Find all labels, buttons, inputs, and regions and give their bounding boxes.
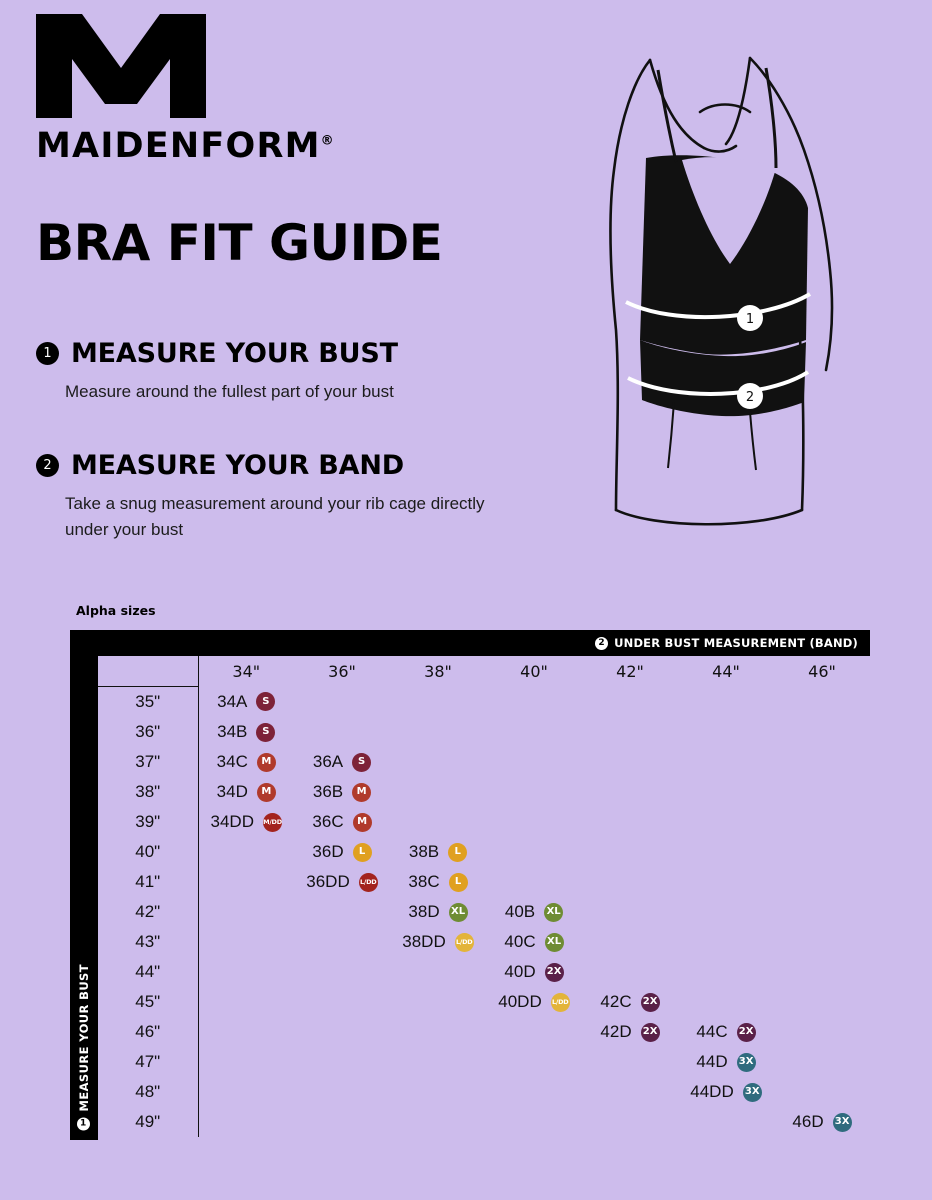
size-cell xyxy=(198,1107,294,1137)
size-cell xyxy=(294,1017,390,1047)
bra-size-label: 36B xyxy=(312,782,344,801)
bra-size-label: 34C xyxy=(216,752,248,771)
alpha-size-chip: 2X xyxy=(641,1023,660,1042)
size-cell xyxy=(486,1107,582,1137)
bust-measurement-cell: 37" xyxy=(98,747,198,777)
registered-mark: ® xyxy=(320,133,335,149)
size-cell xyxy=(390,717,486,747)
size-cell xyxy=(582,897,678,927)
alpha-size-chip: L xyxy=(449,873,468,892)
size-cell xyxy=(678,927,774,957)
size-cell xyxy=(678,837,774,867)
alpha-size-chip: 3X xyxy=(833,1113,852,1132)
bra-size-label: 42C xyxy=(600,992,632,1011)
brand-wordmark-text: MAIDENFORM xyxy=(36,126,321,166)
band-axis-text: UNDER BUST MEASUREMENT (BAND) xyxy=(614,636,858,650)
size-cell xyxy=(294,897,390,927)
table-row xyxy=(98,897,870,927)
alpha-sizes-label: Alpha sizes xyxy=(76,603,156,618)
bust-measurement-cell: 36" xyxy=(98,717,198,747)
step-2-title: MEASURE YOUR BAND xyxy=(71,450,404,481)
step-2-description: Take a snug measurement around your rib cage directly under your bust xyxy=(65,494,485,539)
size-cell xyxy=(390,1047,486,1077)
bust-axis-rail xyxy=(70,630,98,1140)
alpha-size-chip: S xyxy=(256,692,275,711)
step-measure-bust xyxy=(36,338,556,405)
size-cell xyxy=(390,807,486,837)
size-cell xyxy=(774,687,870,718)
size-cell xyxy=(198,927,294,957)
table-row xyxy=(98,1017,870,1047)
size-cell xyxy=(198,1077,294,1107)
size-cell xyxy=(678,807,774,837)
alpha-size-chip: 2X xyxy=(737,1023,756,1042)
bra-size-label: 34D xyxy=(216,782,248,801)
alpha-size-chip: L xyxy=(448,843,467,862)
bra-size-label: 44DD xyxy=(690,1082,734,1101)
alpha-size-chip: 3X xyxy=(743,1083,762,1102)
size-cell xyxy=(582,867,678,897)
size-cell xyxy=(198,687,294,718)
bust-measurement-cell: 47" xyxy=(98,1047,198,1077)
table-row xyxy=(98,1107,870,1137)
table-row xyxy=(98,717,870,747)
bust-measurement-cell: 35" xyxy=(98,687,198,718)
alpha-size-chip: M xyxy=(257,783,276,802)
bust-measurement-cell: 44" xyxy=(98,957,198,987)
band-column-header: 46" xyxy=(808,661,836,681)
size-cell xyxy=(390,957,486,987)
size-cell xyxy=(678,987,774,1017)
size-cell xyxy=(294,1077,390,1107)
band-axis-header xyxy=(98,630,870,656)
band-column-header: 34" xyxy=(232,661,261,681)
size-cell xyxy=(486,777,582,807)
size-cell xyxy=(390,687,486,718)
svg-text:1: 1 xyxy=(745,312,755,327)
bust-measurement-cell: 40" xyxy=(98,837,198,867)
bra-size-label: 40C xyxy=(504,932,536,951)
bra-size-label: 44D xyxy=(696,1052,728,1071)
size-cell xyxy=(390,927,486,957)
step-1-title: MEASURE YOUR BUST xyxy=(71,338,398,369)
alpha-size-chip: L/DD xyxy=(551,993,570,1012)
size-cell xyxy=(678,1077,774,1107)
step-measure-band xyxy=(36,450,556,542)
size-cell xyxy=(678,1017,774,1047)
size-cell xyxy=(486,987,582,1017)
size-cell xyxy=(774,777,870,807)
table-row xyxy=(98,777,870,807)
bra-size-table xyxy=(98,656,870,1137)
brand-wordmark xyxy=(36,126,336,166)
size-cell xyxy=(774,837,870,867)
size-cell xyxy=(294,927,390,957)
size-cell xyxy=(294,777,390,807)
size-cell xyxy=(774,867,870,897)
size-cell xyxy=(390,837,486,867)
size-cell xyxy=(486,1017,582,1047)
bust-axis-label xyxy=(77,964,91,1130)
bra-size-label: 46D xyxy=(792,1112,824,1131)
size-cell xyxy=(390,867,486,897)
size-cell xyxy=(486,927,582,957)
bust-measurement-cell: 43" xyxy=(98,927,198,957)
size-cell xyxy=(486,747,582,777)
bra-size-label: 36A xyxy=(312,752,344,771)
table-row xyxy=(98,837,870,867)
size-cell xyxy=(294,717,390,747)
size-cell xyxy=(294,837,390,867)
size-cell xyxy=(678,747,774,777)
size-cell xyxy=(198,807,294,837)
size-cell xyxy=(774,987,870,1017)
bra-size-label: 38B xyxy=(408,842,440,861)
table-row xyxy=(98,807,870,837)
alpha-size-chip: L xyxy=(353,843,372,862)
table-row xyxy=(98,747,870,777)
size-cell xyxy=(582,837,678,867)
size-cell xyxy=(486,717,582,747)
size-cell xyxy=(198,897,294,927)
size-cell xyxy=(774,807,870,837)
size-cell xyxy=(390,987,486,1017)
size-cell xyxy=(198,957,294,987)
step-1-description: Measure around the fullest part of your bust xyxy=(65,382,394,401)
size-cell xyxy=(678,777,774,807)
page-title: BRA FIT GUIDE xyxy=(36,214,443,272)
bra-size-label: 34A xyxy=(217,691,248,711)
band-column-header: 36" xyxy=(328,661,356,681)
maidenform-m-logo xyxy=(36,14,308,118)
size-cell xyxy=(294,957,390,987)
size-cell xyxy=(678,687,774,718)
step-2-badge: 2 xyxy=(36,454,59,477)
table-row xyxy=(98,927,870,957)
alpha-size-chip: 2X xyxy=(545,963,564,982)
bust-measurement-cell: 38" xyxy=(98,777,198,807)
size-cell xyxy=(774,897,870,927)
size-chart xyxy=(70,630,870,1137)
size-cell xyxy=(294,1047,390,1077)
bra-size-label: 36C xyxy=(312,812,344,831)
band-axis-badge: 2 xyxy=(595,637,608,650)
band-column-header: 38" xyxy=(424,661,452,681)
size-cell xyxy=(198,1017,294,1047)
size-cell xyxy=(198,987,294,1017)
bra-size-label: 36D xyxy=(312,842,344,861)
size-cell xyxy=(198,777,294,807)
table-row xyxy=(98,1077,870,1107)
size-cell xyxy=(294,807,390,837)
size-cell xyxy=(582,777,678,807)
bust-measurement-cell: 42" xyxy=(98,897,198,927)
size-cell xyxy=(198,747,294,777)
bust-measurement-cell: 39" xyxy=(98,807,198,837)
bra-size-label: 40DD xyxy=(498,992,542,1011)
size-cell xyxy=(582,1017,678,1047)
step-1-header xyxy=(36,338,556,369)
size-cell xyxy=(774,1017,870,1047)
alpha-size-chip: L/DD xyxy=(455,933,474,952)
bra-size-label: 44C xyxy=(696,1022,728,1041)
bra-size-label: 38DD xyxy=(402,932,446,951)
size-cell xyxy=(486,807,582,837)
size-cell xyxy=(294,747,390,777)
size-cell xyxy=(582,1047,678,1077)
band-column-header: 44" xyxy=(712,661,740,681)
table-body xyxy=(98,687,870,1138)
bra-size-label: 40B xyxy=(504,902,536,921)
bust-axis-badge: 1 xyxy=(78,1117,91,1130)
size-cell xyxy=(774,1107,870,1137)
table-row xyxy=(98,1047,870,1077)
body-measurement-illustration xyxy=(554,40,884,570)
size-cell xyxy=(678,897,774,927)
alpha-size-chip: M xyxy=(353,813,372,832)
size-cell xyxy=(774,747,870,777)
table-row xyxy=(98,687,870,718)
bra-size-label: 36DD xyxy=(306,872,350,891)
step-1-badge: 1 xyxy=(36,342,59,365)
bust-measurement-cell: 41" xyxy=(98,867,198,897)
size-cell xyxy=(390,1017,486,1047)
alpha-size-chip: M xyxy=(352,783,371,802)
size-cell xyxy=(198,717,294,747)
size-cell xyxy=(390,897,486,927)
bra-size-label: 42D xyxy=(600,1022,632,1041)
size-cell xyxy=(294,1107,390,1137)
size-cell xyxy=(774,717,870,747)
table-header-row xyxy=(98,656,870,687)
bust-measurement-cell: 48" xyxy=(98,1077,198,1107)
table-corner-cell xyxy=(98,656,198,687)
size-cell xyxy=(198,867,294,897)
size-cell xyxy=(390,1107,486,1137)
alpha-size-chip: M/DD xyxy=(263,813,282,832)
size-cell xyxy=(390,1077,486,1107)
alpha-size-chip: 3X xyxy=(737,1053,756,1072)
table-row xyxy=(98,957,870,987)
size-cell xyxy=(486,687,582,718)
size-cell xyxy=(294,987,390,1017)
alpha-size-chip: S xyxy=(256,723,275,742)
size-cell xyxy=(582,987,678,1017)
alpha-size-chip: XL xyxy=(449,903,468,922)
size-cell xyxy=(774,957,870,987)
bra-size-label: 34DD xyxy=(210,812,254,831)
size-cell xyxy=(486,957,582,987)
size-cell xyxy=(390,747,486,777)
size-cell xyxy=(582,747,678,777)
size-cell xyxy=(774,927,870,957)
step-2-header xyxy=(36,450,556,481)
size-cell xyxy=(486,837,582,867)
bra-size-label: 34B xyxy=(217,722,248,741)
size-cell xyxy=(486,1077,582,1107)
size-cell xyxy=(678,1107,774,1137)
size-cell xyxy=(294,687,390,718)
svg-text:2: 2 xyxy=(745,390,755,405)
alpha-size-chip: M xyxy=(257,753,276,772)
bust-measurement-cell: 46" xyxy=(98,1017,198,1047)
size-cell xyxy=(678,1047,774,1077)
size-cell xyxy=(678,717,774,747)
table-row xyxy=(98,867,870,897)
size-cell xyxy=(486,867,582,897)
size-cell xyxy=(678,867,774,897)
bra-size-label: 40D xyxy=(504,962,536,981)
bra-size-label: 38C xyxy=(408,872,440,891)
size-cell xyxy=(582,957,678,987)
bust-measurement-cell: 49" xyxy=(98,1107,198,1137)
size-cell xyxy=(582,927,678,957)
size-cell xyxy=(582,687,678,718)
band-column-header: 42" xyxy=(616,661,644,681)
size-cell xyxy=(294,867,390,897)
alpha-size-chip: L/DD xyxy=(359,873,378,892)
size-cell xyxy=(582,717,678,747)
size-cell xyxy=(774,1077,870,1107)
size-cell xyxy=(678,957,774,987)
size-cell xyxy=(774,1047,870,1077)
size-cell xyxy=(198,1047,294,1077)
size-cell xyxy=(486,1047,582,1077)
bust-axis-text: MEASURE YOUR BUST xyxy=(77,963,91,1111)
table-row xyxy=(98,987,870,1017)
size-cell xyxy=(582,1107,678,1137)
alpha-size-chip: XL xyxy=(544,903,563,922)
alpha-size-chip: S xyxy=(352,753,371,772)
size-cell xyxy=(486,897,582,927)
bra-size-label: 38D xyxy=(408,902,440,921)
bust-measurement-cell: 45" xyxy=(98,987,198,1017)
size-cell xyxy=(198,837,294,867)
alpha-size-chip: 2X xyxy=(641,993,660,1012)
size-cell xyxy=(390,777,486,807)
band-column-header: 40" xyxy=(520,661,548,681)
brand-logo xyxy=(36,14,336,166)
size-cell xyxy=(582,1077,678,1107)
size-cell xyxy=(582,807,678,837)
alpha-size-chip: XL xyxy=(545,933,564,952)
